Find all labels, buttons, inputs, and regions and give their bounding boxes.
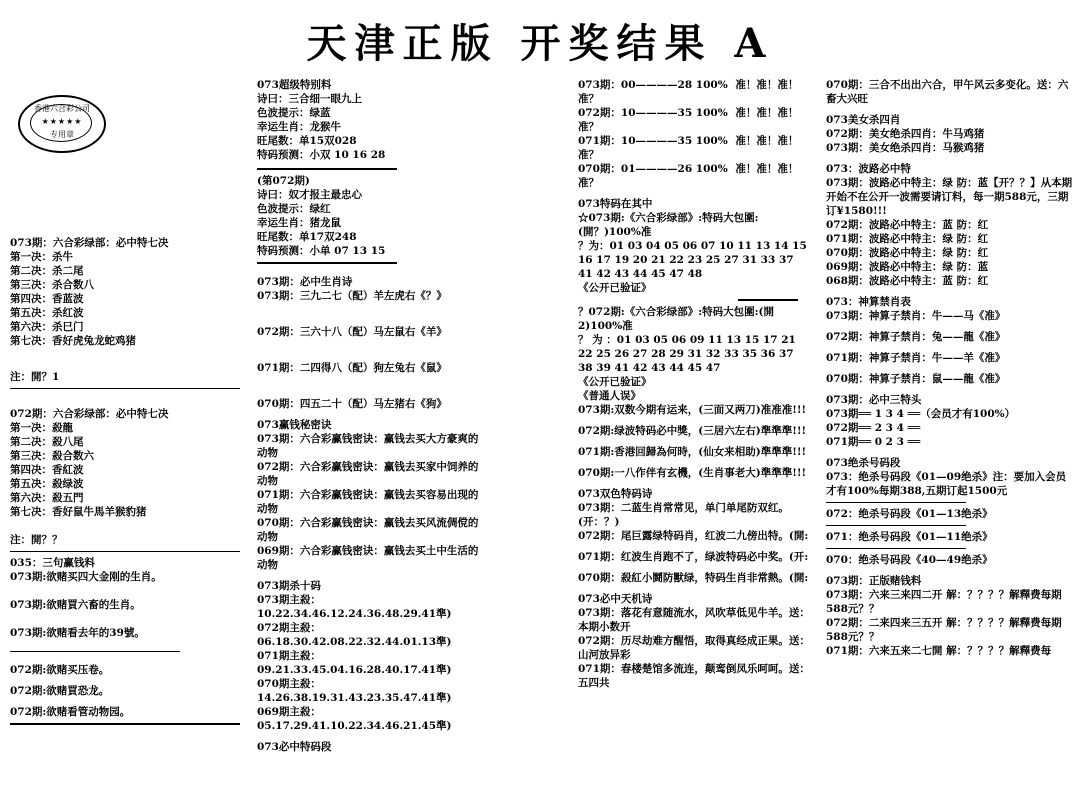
text-line: 第五决：杀红波	[10, 307, 84, 319]
text-line: 幸运生肖：龙猴牛	[257, 121, 341, 133]
text-line: 073期：六合彩绿部：必中特七决	[10, 237, 169, 249]
text-line: 073期══ 1 3 4 ══（会员才有100%）	[826, 408, 1016, 420]
text-line: 072期：六合彩绿部：必中特七决	[10, 408, 169, 420]
divider	[10, 651, 180, 652]
text-line: 诗曰：奴才报主最忠心	[257, 189, 362, 201]
official-seal	[18, 95, 106, 153]
text-line: 069期：波路必中特主：绿 防：蓝	[826, 261, 989, 273]
section-seven-decisions-073	[10, 236, 240, 348]
divider	[738, 299, 798, 301]
divider	[10, 551, 240, 552]
range-line: 070期：01————26 100%	[578, 163, 728, 175]
text-line: 069期：六合彩赢钱密诀：赢钱去买土中生活的动物	[257, 545, 479, 571]
section-title: 073必中天机诗	[578, 593, 653, 605]
text-line: 旺尾数：单15双028	[257, 135, 357, 147]
text-line: 071期：六来五来二七開 解：？？？？解釋费每	[826, 645, 1052, 657]
section-title: 073期杀十码	[257, 580, 321, 592]
text-line: 071期：神算子禁肖：牛——羊《准》	[826, 352, 1006, 364]
text-line: 第六决：杀巳门	[10, 321, 84, 333]
seal-text: 香港六合彩公司	[34, 104, 90, 113]
text-line: 070：绝杀号码段《40—49绝杀》	[826, 554, 993, 566]
section-title: 《普通人误》	[578, 390, 641, 402]
text-line: 071期:香港回歸為何時，(仙女来相助)準準準!!!	[578, 446, 807, 458]
accuracy-mark: 准！准！准！准？	[578, 107, 799, 133]
text-line: 特码预测：小双 10 16 28	[257, 149, 386, 161]
text-line: 072期:欲赌看管动物园。	[10, 706, 131, 718]
text-line: 第三决：杀合数八	[10, 279, 94, 291]
text-line: 《公开已验证》	[578, 282, 652, 294]
text-line: 第七决：香好虎兔龙蛇鸡猪	[10, 335, 136, 347]
section-title: 073美女杀四肖	[826, 114, 901, 126]
accuracy-mark: 准！准！准！准？	[578, 79, 799, 105]
text-line	[578, 78, 810, 106]
text-line: 070期：四五二十（配）马左猪右《狗》	[257, 398, 447, 410]
text-line: 073：绝杀号码段《01—09绝杀》注：要加入会员才有100%每期388,五期订起1500元	[826, 471, 1067, 497]
text-line: 071期：春楼楚馆多流连，颠鸾倒凤乐呵呵。送：五四共	[578, 663, 810, 689]
text-line: 幸运生肖：猪龙鼠	[257, 217, 341, 229]
section-title: 073特码在其中	[578, 198, 653, 210]
section-title: 073赢钱秘密诀	[257, 419, 332, 431]
text-line: 072：绝杀号码段《01—13绝杀》	[826, 508, 993, 520]
text-line: 068期：波路必中特主：蓝 防：红	[826, 275, 989, 287]
text-line: 072期主殺： 06.18.30.42.08.22.32.44.01.13準)	[257, 622, 452, 648]
divider	[257, 168, 397, 170]
text-line: 072期:欲赌買恐龙。	[10, 685, 110, 697]
column-3	[578, 78, 810, 690]
section-title: 073期：正版赌钱料	[826, 575, 922, 587]
text-line: 第七决：香好鼠牛馬羊猴豹猪	[10, 506, 147, 518]
section-title: 073必中特码段	[257, 741, 332, 753]
text-line	[578, 106, 810, 134]
text-line	[578, 162, 810, 190]
text-line: 《公开已验证》	[578, 376, 652, 388]
divider	[257, 262, 397, 264]
text-line: 073期：神算子禁肖：牛——马《准》	[826, 310, 1006, 322]
text-line: 第二决：殺八尾	[10, 436, 84, 448]
range-line: 072期：10————35 100%	[578, 107, 728, 119]
column-2-body	[257, 164, 572, 754]
text-line: 071：绝杀号码段《01—11绝杀》	[826, 531, 993, 543]
divider	[10, 388, 240, 389]
text-line: 073期主殺： 10.22.34.46.12.24.36.48.29.41準)	[257, 594, 452, 620]
text-line: ？为：01 03 04 05 06 07 10 11 13 14 15 16 17 19 20 21 22 23 25 27 31 33 37 41 42 43 44 45 47 48	[578, 240, 807, 280]
accuracy-mark: 准！准！准！准？	[578, 163, 799, 189]
text-line: 073期：美女绝杀四肖：马猴鸡猪	[826, 142, 985, 154]
text-line: 072期：三六十八（配）马左鼠右《羊》	[257, 326, 447, 338]
text-line: 旺尾数：单17双248	[257, 231, 357, 243]
text-line: 072期：六合彩赢钱密诀：赢钱去买家中饲养的动物	[257, 461, 479, 487]
range-line: 073期：00————28 100%	[578, 79, 728, 91]
divider	[826, 548, 966, 549]
text-line: 第四决：香蓝波	[10, 293, 84, 305]
text-line: 072期：波路必中特主：蓝 防：红	[826, 219, 989, 231]
text-line: 072期══ 2 3 4 ══	[826, 422, 921, 434]
text-line: 第一决：杀牛	[10, 251, 73, 263]
text-line: 073期:欲赌买四大金刚的生肖。	[10, 571, 162, 583]
text-line: 色波提示：绿红	[257, 203, 331, 215]
text-line: 特码预测：小单 07 13 15	[257, 245, 386, 257]
section-title: 073双色特码诗	[578, 488, 653, 500]
text-line: 072期:绿波特码必中獎，(三居六左右)準準準!!!	[578, 425, 807, 437]
text-line: 071期══ 0 2 3 ══	[826, 436, 921, 448]
text-line: 072期：尾巨露绿特码肖，红波二九傍出特。(開:	[578, 530, 809, 542]
text-line: ☆073期:《六合彩绿部》:特码大包圍:(開？)100%准	[578, 212, 759, 238]
section-title: 073期：必中三特头	[826, 394, 922, 406]
text-line: 第二决：杀二尾	[10, 265, 84, 277]
divider	[10, 723, 240, 725]
text-line: 073期：二蓝生肖常常见，单门单尾防双红。(开：？)	[578, 502, 789, 528]
text-line: 073期：落花有意随流水，风吹草低见牛羊。送：本期小数开	[578, 607, 810, 633]
text-line: 070期：波路必中特主：绿 防：红	[826, 247, 989, 259]
text-line: 072期：美女绝杀四肖：牛马鸡猪	[826, 128, 985, 140]
text-line: 071期：六合彩赢钱密诀：赢钱去买容易出现的动物	[257, 489, 479, 515]
text-line: 072期：神算子禁肖：兔——龍《准》	[826, 331, 1006, 343]
section-title: 035：三句赢钱料	[10, 557, 95, 569]
text-line: ？ 为 ：01 03 05 06 09 11 13 15 17 21 22 25 26 27 28 29 31 32 33 35 36 37 38 39 41 42 43 44 45 47	[578, 334, 796, 374]
text-line: 071期：红波生肖跑不了，绿波特码必中奖。(开:	[578, 551, 809, 563]
note-line: 注：開？1	[10, 371, 60, 383]
accuracy-mark: 准！准！准！准？	[578, 135, 799, 161]
text-line: 073期：六合彩赢钱密诀：赢钱去买大方豪爽的动物	[257, 433, 479, 459]
note-line: 注：開？？	[10, 534, 63, 546]
text-line: 073期:欲赌看去年的39號。	[10, 627, 145, 639]
text-line: 070期：殺紅小鬪防獸绿，特码生肖非常熱。(開:	[578, 572, 809, 584]
text-line: 069期主殺： 05.17.29.41.10.22.34.46.21.45準)	[257, 706, 452, 732]
text-line: 070期：六合彩赢钱密诀：赢钱去买风流倜傥的动物	[257, 517, 479, 543]
section-title: 073：波路必中特	[826, 163, 911, 175]
text-line: 色波提示：绿蓝	[257, 107, 331, 119]
text-line: 第六决：殺五門	[10, 492, 84, 504]
seal-stars: ★★★★★	[41, 117, 83, 126]
text-line: 071期主殺： 09.21.33.45.04.16.28.40.17.41準)	[257, 650, 452, 676]
text-line: ？072期:《六合彩绿部》:特码大包圍:(開2)100%准	[578, 306, 775, 332]
text-line: 第三决：殺合数六	[10, 450, 94, 462]
section-title: 073期：必中生肖诗	[257, 276, 353, 288]
section-title: 073超级特别料	[257, 79, 332, 91]
text-line: 070期:一八作伴有玄機，(生肖事老大)準準準!!!	[578, 467, 807, 479]
seal-subtext: 专用章	[50, 130, 74, 139]
section-title: (第072期)	[257, 175, 310, 187]
text-line: 072期：历尽劫难方醒悟，取得真经成正果。送：山河放异彩	[578, 635, 810, 661]
section-seven-decisions-072	[10, 407, 240, 519]
text-line: 第五决：殺绿波	[10, 478, 84, 490]
text-line: 071期：波路必中特主：绿 防：红	[826, 233, 989, 245]
text-line: 073期：波路必中特主：绿 防：蓝【开？？】从本期开始不在公开一波需要请订料，每一期588元，三期订¥1580!!!	[826, 177, 1073, 217]
text-line: 第一决：殺龍	[10, 422, 73, 434]
text-line: 073期:双数今期有运来，(三面又两刀)准准准!!!	[578, 404, 807, 416]
column-2	[257, 78, 407, 162]
text-line: 071期：二四得八（配）狗左兔右《鼠》	[257, 362, 447, 374]
text-line: 072期：二来四来三五开 解：？？？？解釋费每期588元？？	[826, 617, 1062, 643]
text-line: 073期：三九二七（配）羊左虎右《？》	[257, 290, 447, 302]
column-1	[10, 236, 240, 729]
divider	[826, 502, 966, 503]
range-line: 071期：10————35 100%	[578, 135, 728, 147]
text-line: 070期：三合不出出六合，甲午风云多变化。送：六畜大兴旺	[826, 79, 1069, 105]
text-line: 073期:欲赌買六畜的生肖。	[10, 599, 141, 611]
column-4	[826, 78, 1076, 658]
section-title: 073绝杀号码段	[826, 457, 901, 469]
section-title: 073：神算禁肖表	[826, 296, 911, 308]
text-line: 070期：神算子禁肖：鼠——龍《准》	[826, 373, 1006, 385]
text-line: 072期:欲赌买压卷。	[10, 664, 110, 676]
text-line: 第四决：香紅波	[10, 464, 84, 476]
page-title: 天津正版 开奖结果 A	[306, 20, 774, 67]
divider	[826, 525, 966, 526]
text-line: 070期主殺： 14.26.38.19.31.43.23.35.47.41準)	[257, 678, 452, 704]
text-line: 073期：六来三来四二开 解：？？？？解釋费每期588元？？	[826, 589, 1062, 615]
text-line: 诗曰：三合细一眼九上	[257, 93, 362, 105]
text-line	[578, 134, 810, 162]
